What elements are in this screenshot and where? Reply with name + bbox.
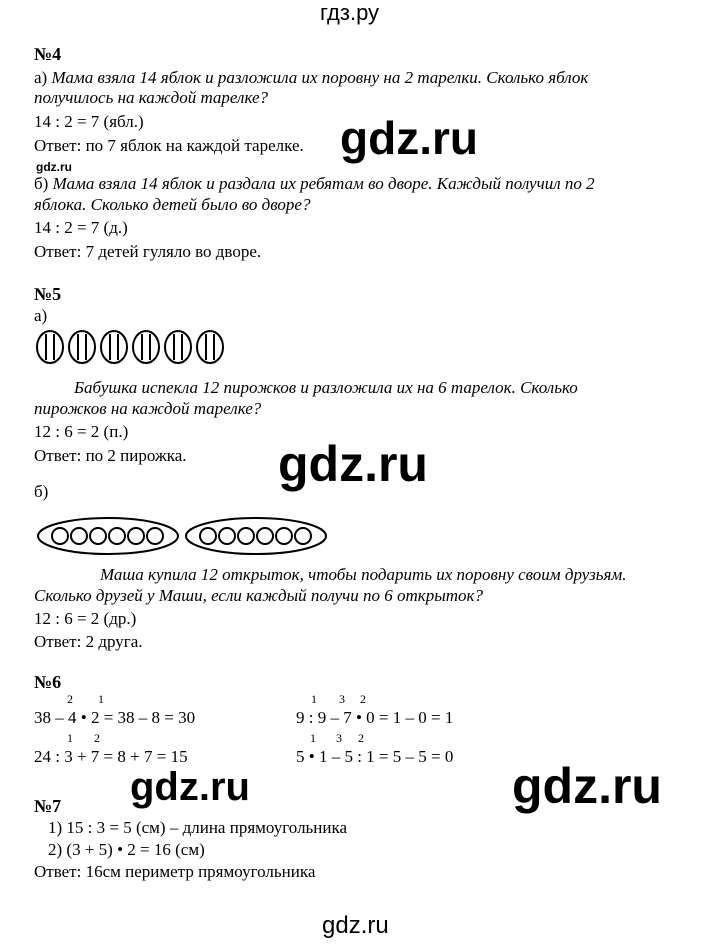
task-4b-solution: 14 : 2 = 7 (д.) [34, 218, 128, 237]
plates-diagram [34, 328, 234, 366]
task-4b-text-line1 [34, 174, 595, 194]
watermark-large-3: gdz.ru [130, 765, 250, 809]
expr2-order-2: 3 [339, 692, 345, 706]
task-4a-text-line2: получилось на каждой тарелке? [34, 88, 269, 107]
watermark-large-4: gdz.ru [512, 758, 662, 814]
task-4b-question: Мама взяла 14 яблок и раздала их ребятам во дворе. Каждый получил по 2 [52, 174, 595, 193]
task-5b-text-line1: Маша купила 12 открыток, чтобы подарить их поровну своим друзьям. [100, 565, 627, 584]
watermark-small: gdz.ru [36, 160, 72, 174]
task-5a-label: а) [34, 306, 48, 325]
task-4b-answer: Ответ: 7 детей гуляло во дворе. [34, 242, 262, 261]
task-5b-text-line2: Сколько друзей у Маши, если каждый получи по 6 открыток? [34, 586, 483, 605]
plate-1 [37, 331, 63, 363]
footer-watermark: gdz.ru [322, 912, 389, 939]
plate-2 [69, 331, 95, 363]
postcards-diagram [34, 514, 334, 558]
task-4a-text-line1 [34, 68, 588, 88]
task-5a-answer: Ответ: по 2 пирожка. [34, 446, 187, 465]
expr2-order-1: 1 [311, 692, 317, 706]
watermark-large-1: gdz.ru [340, 112, 478, 164]
task-7-step1: 1) 15 : 3 = 5 (см) – длина прямоугольника [48, 818, 348, 837]
task-6-expr2: 9 : 9 – 7 • 0 = 1 – 0 = 1 [296, 708, 454, 727]
expr4-order-1: 1 [310, 731, 316, 745]
expr4-order-2: 3 [336, 731, 342, 745]
expr3-order-2: 2 [94, 731, 100, 745]
task-6-expr1: 38 – 4 • 2 = 38 – 8 = 30 [34, 708, 196, 727]
task-5-number: №5 [34, 284, 62, 304]
task-4-number: №4 [34, 44, 62, 64]
task-5a-solution: 12 : 6 = 2 (п.) [34, 422, 129, 441]
task-7-number: №7 [34, 796, 62, 816]
expr4-order-3: 2 [358, 731, 364, 745]
group-2 [186, 518, 326, 554]
task-5b-label: б) [34, 482, 49, 501]
task-5b-solution: 12 : 6 = 2 (др.) [34, 609, 137, 628]
plate-6 [197, 331, 223, 363]
task-4a-solution: 14 : 2 = 7 (ябл.) [34, 112, 144, 131]
task-7-answer: Ответ: 16см периметр прямоугольника [34, 862, 316, 881]
task-4b-text-line2: яблока. Сколько детей было во дворе? [34, 195, 311, 214]
task-6-expr4: 5 • 1 – 5 : 1 = 5 – 5 = 0 [296, 747, 454, 766]
site-title: гдз.ру [320, 0, 380, 25]
expr1-order-1: 2 [67, 692, 73, 706]
task-6-expr3: 24 : 3 + 7 = 8 + 7 = 15 [34, 747, 188, 766]
expr1-order-2: 1 [98, 692, 104, 706]
group-1 [38, 518, 178, 554]
task-4a-label: а) [34, 68, 48, 87]
expr2-order-3: 2 [360, 692, 366, 706]
watermark-large-2: gdz.ru [278, 436, 428, 492]
task-6-number: №6 [34, 672, 62, 692]
plate-5 [165, 331, 191, 363]
task-4b-label: б) [34, 174, 49, 193]
task-5b-answer: Ответ: 2 друга. [34, 632, 143, 651]
plate-4 [133, 331, 159, 363]
task-4a-question: Мама взяла 14 яблок и разложила их поровну на 2 тарелки. Сколько яблок [51, 68, 589, 87]
plate-3 [101, 331, 127, 363]
task-5a-text-line2: пирожков на каждой тарелке? [34, 399, 262, 418]
task-4a-answer: Ответ: по 7 яблок на каждой тарелке. [34, 136, 304, 155]
task-7-step2: 2) (3 + 5) • 2 = 16 (см) [48, 840, 205, 859]
expr3-order-1: 1 [67, 731, 73, 745]
task-5a-text-line1: Бабушка испекла 12 пирожков и разложила их на 6 тарелок. Сколько [74, 378, 578, 397]
